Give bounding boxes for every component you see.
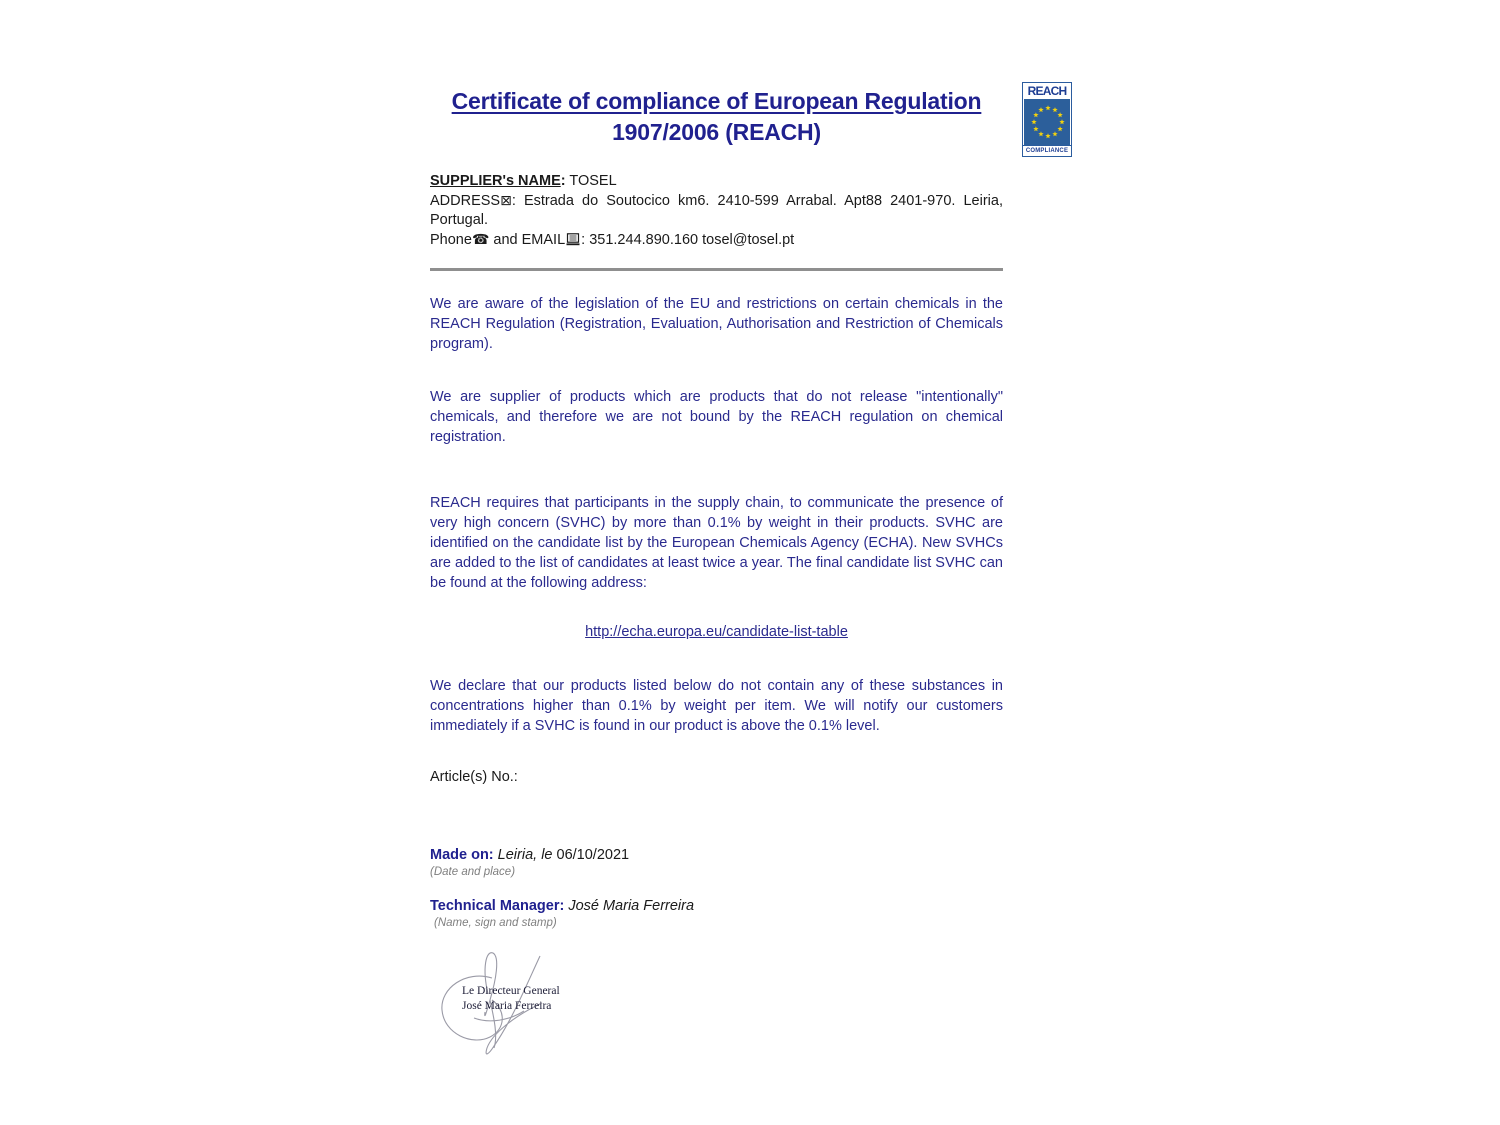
address-label: ADDRESS: [430, 192, 501, 209]
paragraph-awareness: We are aware of the legislation of the EU and restrictions on certain chemicals in the REACH Regulation (Registration, Evaluation, Authorisation and Restriction of Chemicals program).: [430, 296, 1003, 352]
stamp-line2: José Maria Ferreira: [462, 1000, 552, 1012]
stamp-line1: Le Directeur General: [462, 985, 560, 997]
technical-manager-label: Technical Manager:: [430, 898, 565, 914]
eu-stars-icon: [1024, 99, 1070, 145]
made-on-label: Made on:: [430, 847, 494, 863]
name-sign-stamp-note: (Name, sign and stamp): [434, 917, 557, 929]
address-value: : Estrada do Soutocico km6. 2410-599 Arrabal. Apt88 2401-970. Leiria, Portugal.: [430, 192, 1003, 228]
envelope-icon: ⊠: [500, 192, 512, 209]
email-label: and EMAIL: [489, 231, 566, 248]
phone-icon: ☎: [471, 231, 490, 248]
certificate-document: [430, 86, 1003, 1063]
candidate-list-link-line: [430, 623, 1003, 641]
phone-label: Phone: [430, 231, 472, 248]
supplier-name-colon: :: [560, 173, 566, 189]
reach-logo-word: REACH: [1027, 84, 1067, 98]
article-number-label: Article(s) No.:: [430, 769, 518, 785]
supplier-name-label: SUPPLIER's NAME: [430, 173, 561, 189]
computer-icon: [566, 233, 580, 253]
date-place-note: (Date and place): [430, 866, 516, 878]
contact-value: : 351.244.890.160 tosel@tosel.pt: [581, 231, 795, 248]
paragraph-declaration: We declare that our products listed below do not contain any of these substances in concentrations higher than 0.1% by weight per item. We will notify our customers immediately if a SVHC is found in our product is above the 0.1% level.: [430, 678, 1003, 734]
page-title: [430, 86, 1003, 148]
made-on-line: [430, 845, 1003, 865]
paragraph-supplier-statement: We are supplier of products which are products that do not release "intentionally" chemicals, and therefore we are not bound by the REACH regulation on chemical registration.: [430, 389, 1003, 445]
made-on-place: Leiria, le: [493, 847, 557, 863]
signature-area: [430, 948, 1003, 1063]
reach-compliance-logo: [1022, 82, 1072, 157]
supplier-block: [430, 172, 1003, 252]
section-divider: [430, 268, 1003, 271]
made-on-date: 06/10/2021: [556, 847, 630, 863]
reach-logo-caption: COMPLIANCE: [1023, 145, 1071, 156]
page-title-line1: Certificate of compliance of European Regulation: [451, 88, 982, 114]
supplier-name-value: TOSEL: [565, 173, 617, 189]
candidate-list-link[interactable]: http://echa.europa.eu/candidate-list-table: [585, 624, 848, 640]
paragraph-reach-requirements: REACH requires that participants in the supply chain, to communicate the presence of very high concern (SVHC) by more than 0.1% by weight in their products. SVHC are identified on the candidate list by the European Chemicals Agency (ECHA). New SVHCs are added to the list of candidates at least twice a year. The final candidate list SVHC can be found at the following address:: [430, 495, 1003, 591]
technical-manager-name: José Maria Ferreira: [564, 898, 695, 914]
technical-manager-line: [430, 896, 1003, 916]
page-title-line2: 1907/2006 (REACH): [612, 119, 821, 145]
stamp-text: [462, 984, 560, 1014]
